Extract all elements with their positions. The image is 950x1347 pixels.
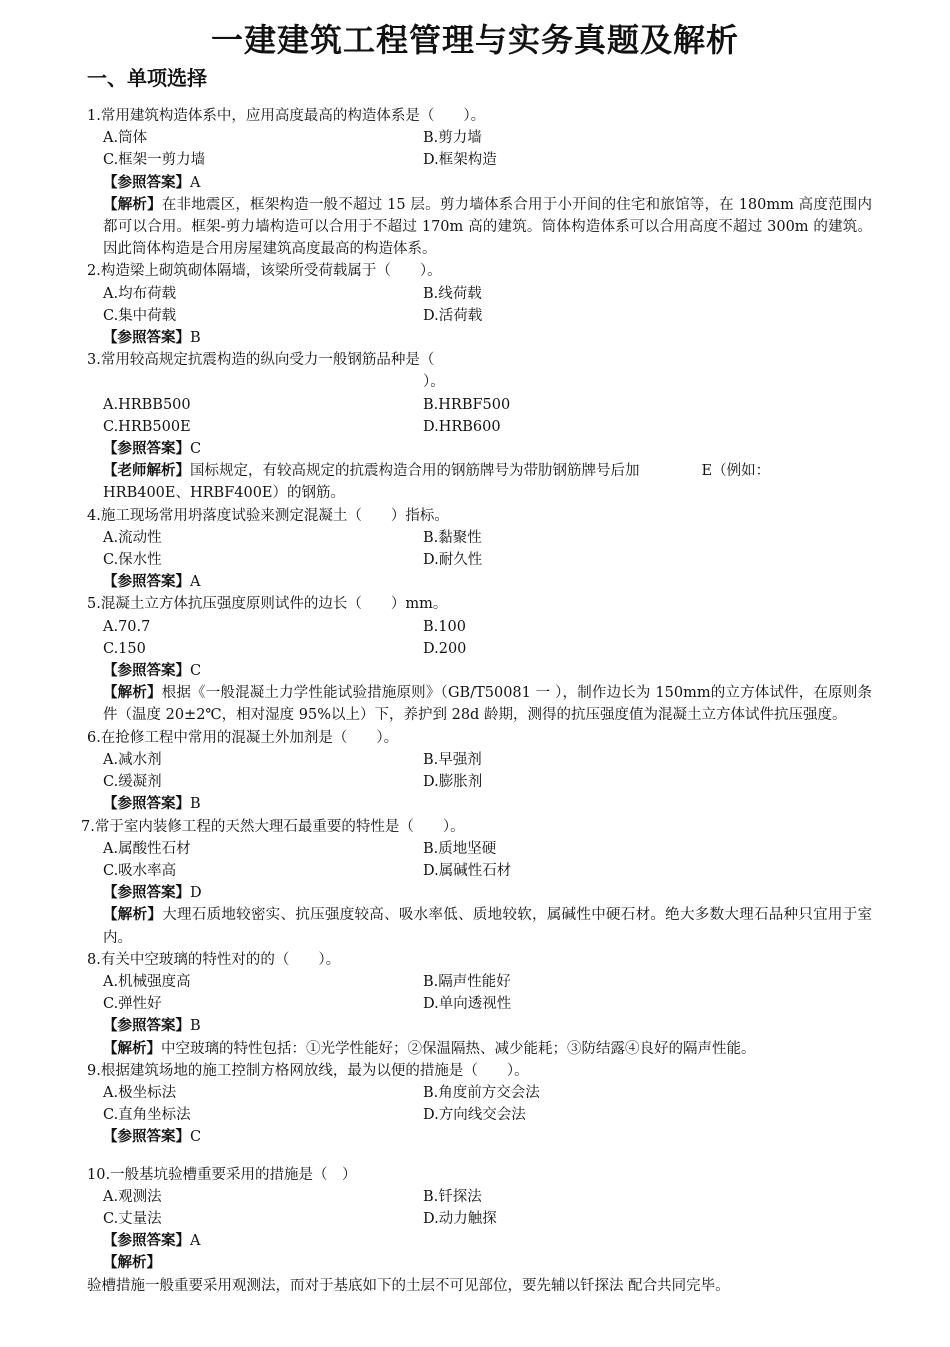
answer-line [87,438,872,460]
answer-value: B [190,796,201,813]
options-row [87,1082,872,1104]
options-row [87,549,872,571]
options-row [87,616,872,638]
answer-line [87,660,872,682]
options-row [87,860,872,882]
option-c: C.保水性 [103,552,162,569]
explain-text: 根据《一般混凝土力学性能试验措施原则》（GB/T50081 一 ），制作边长为 150mm的立方体试件，在原则条件（温度 20±2℃，相对湿度 95%以上）下，养护到 28d 龄期，测得的抗压强度值为混凝土立方体试件抗压强度。 [103,685,872,724]
answer-value: C [190,1129,202,1146]
options-row [87,149,872,171]
option-a: A.观测法 [103,1188,162,1205]
explain-text: E（例如： [701,463,771,480]
option-d: D.膨胀剂 [423,774,483,791]
section-heading: 一、单项选择 [87,66,207,90]
option-b: B.隔声性能好 [423,973,511,990]
options-row [87,993,872,1015]
option-b: B.早强剂 [423,751,482,768]
explain-text: 中空玻璃的特性包括：①光学性能好；②保温隔热、减少能耗；③防结露④良好的隔声性能。 [161,1040,756,1057]
option-d: D.方向线交会法 [423,1107,526,1124]
question-stem-continuation: ）。 [423,374,445,391]
question-9 [87,1060,872,1149]
final-note: 验槽措施一般重要采用观测法，而对于基底如下的土层不可见部位，要先辅以钎探法 配合共同完毕。 [87,1277,730,1294]
question-7 [81,816,873,949]
answer-value: C [190,663,202,680]
question-5 [87,593,872,726]
answer-label: 【参照答案】 [103,796,190,813]
option-a: A.机械强度高 [103,973,191,990]
question-stem: 10.一般基坑验槽重要采用的措施是（ ） [87,1166,357,1183]
option-d: D.耐久性 [423,552,483,569]
option-a: A.属酸性石材 [103,840,191,857]
answer-line [87,1015,872,1037]
option-c: C.框架一剪力墙 [103,152,206,169]
option-a: A.减水剂 [103,751,162,768]
question-stem: 7.常于室内装修工程的天然大理石最重要的特性是（ ）。 [81,818,465,835]
option-b: B.HRBF500 [423,396,511,413]
answer-label: 【参照答案】 [103,1233,190,1250]
question-10 [87,1164,872,1297]
answer-line [87,793,872,815]
explain-label: 【解析】 [103,1040,161,1057]
option-a: A.HRBB500 [103,396,191,413]
option-c: C.弹性好 [103,996,162,1013]
options-row [87,394,872,416]
option-d: D.单向透视性 [423,996,512,1013]
question-stem: 5.混凝土立方体抗压强度原则试件的边长（ ）mm。 [87,596,448,613]
option-c: C.缓凝剂 [103,774,162,791]
option-b: B.线荷载 [423,285,482,302]
option-b: B.100 [423,618,466,635]
answer-line [87,882,872,904]
teacher-explain-label: 【老师解析】 [103,463,190,480]
option-a: A.筒体 [103,130,148,147]
option-b: B.黏聚性 [423,529,482,546]
question-stem: 1.常用建筑构造体系中，应用高度最高的构造体系是（ ）。 [87,108,486,124]
option-b: B.质地坚硬 [423,840,497,857]
option-c: C.吸水率高 [103,862,177,879]
options-row [87,838,872,860]
answer-value: B [190,330,201,347]
options-row [87,305,872,327]
option-d: D.属碱性石材 [423,862,512,879]
explanation [87,1038,872,1060]
explain-label: 【解析】 [103,1255,161,1272]
explain-label: 【解析】 [103,196,162,213]
option-b: B.钎探法 [423,1188,482,1205]
explanation [87,1252,872,1274]
answer-value: A [190,574,201,591]
option-d: D.活荷载 [423,307,483,324]
question-stem: 6.在抢修工程中常用的混凝土外加剂是（ ）。 [87,729,399,746]
options-row [87,1104,872,1126]
option-c: C.丈量法 [103,1210,162,1227]
explanation [87,904,872,948]
question-stem: 2.构造梁上砌筑砌体隔墙，该梁所受荷载属于（ ）。 [87,263,442,280]
explanation [87,682,872,726]
option-a: A.均布荷载 [103,285,177,302]
option-a: A.70.7 [103,618,151,635]
options-row [87,1208,872,1230]
question-list [81,105,873,1297]
option-b: B.角度前方交会法 [423,1084,540,1101]
explanation [87,460,872,482]
option-a: A.极坐标法 [103,1084,177,1101]
question-2 [87,260,872,349]
options-row [87,638,872,660]
answer-label: 【参照答案】 [103,441,190,458]
explanation [87,194,872,261]
question-3 [87,349,872,504]
explain-text: 国标规定，有较高规定的抗震构造合用的钢筋牌号为带肋钢筋牌号后加 [190,463,640,480]
question-8 [87,949,872,1060]
option-d: D.200 [423,640,467,657]
answer-line [87,1126,872,1148]
answer-line [87,172,872,194]
option-c: C.150 [103,640,146,657]
question-stem: 8.有关中空玻璃的特性对的的（ ）。 [87,951,341,968]
answer-value: C [190,441,202,458]
options-row [87,971,872,993]
question-stem: 4.施工现场常用坍落度试验来测定混凝土（ ）指标。 [87,507,449,524]
answer-label: 【参照答案】 [103,174,190,191]
answer-value: B [190,1018,201,1035]
question-4 [87,505,872,594]
answer-label: 【参照答案】 [103,663,190,680]
option-d: D.HRB600 [423,418,501,435]
options-row [87,749,872,771]
option-c: C.集中荷载 [103,307,177,324]
answer-line [87,327,872,349]
answer-value: A [190,1233,201,1250]
answer-line [87,571,872,593]
explanation-continuation: HRB400E、HRBF400E）的钢筋。 [103,485,346,502]
option-d: D.框架构造 [423,152,497,169]
explain-text: 在非地震区，框架构造一般不超过 15 层。剪力墙体系合用于小开间的住宅和旅馆等，在 180mm 高度范围内都可以合用。框架-剪力墙构造可以合用于不超过 170m 高的建筑。筒体构造体系可以合用高度不超过 300m 的建筑。因此筒体构造是合用房屋建筑高度最高的构造体系。 [103,196,872,258]
option-d: D.动力触探 [423,1210,497,1227]
document-title: 一建建筑工程管理与实务真题及解析 [210,21,739,59]
option-b: B.剪力墙 [423,130,482,147]
options-row [87,283,872,305]
options-row [87,1186,872,1208]
answer-label: 【参照答案】 [103,1018,190,1035]
answer-line [87,1230,872,1252]
option-c: C.HRB500E [103,418,191,435]
options-row [87,127,872,149]
question-6 [87,727,872,816]
question-stem: 3.常用较高规定抗震构造的纵向受力一般钢筋品种是（ [87,352,435,369]
options-row [87,527,872,549]
explain-label: 【解析】 [103,685,162,702]
option-a: A.流动性 [103,529,162,546]
question-stem: 9.根据建筑场地的施工控制方格网放线，最为以便的措施是（ ）。 [87,1062,529,1079]
spacer [87,1149,872,1164]
answer-label: 【参照答案】 [103,574,190,591]
options-row [87,771,872,793]
answer-value: A [190,174,201,191]
answer-label: 【参照答案】 [103,330,190,347]
explain-text: 大理石质地较密实、抗压强度较高、吸水率低、质地较软，属碱性中硬石材。绝大多数大理石品种只宜用于室内。 [103,907,873,946]
question-1 [87,105,872,260]
answer-label: 【参照答案】 [103,885,190,902]
options-row [87,416,872,438]
option-c: C.直角坐标法 [103,1107,191,1124]
answer-label: 【参照答案】 [103,1129,190,1146]
explain-label: 【解析】 [103,907,163,924]
answer-value: D [190,885,202,902]
